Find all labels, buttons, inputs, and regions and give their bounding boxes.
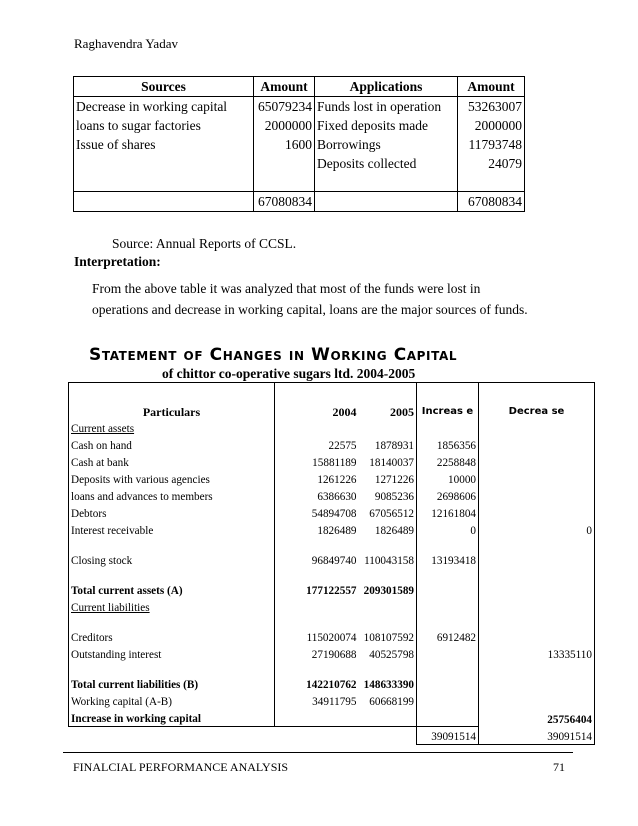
total-amount-sources: 67080834 [254, 192, 315, 212]
table-row [69, 598, 595, 615]
value-2005: 148633390 [363, 679, 414, 691]
row-label: Working capital (A-B) [69, 692, 275, 709]
statement-subtitle: of chittor co-operative sugars ltd. 2004-2005 [162, 366, 416, 381]
row-label: Outstanding interest [69, 645, 275, 662]
amount-cell [254, 154, 315, 173]
value-2005: 9085236 [374, 491, 414, 503]
value-increase: 2698606 [417, 487, 479, 504]
value-2005 [359, 727, 417, 745]
source-cell: loans to sugar factories [74, 116, 254, 135]
header-decrease: Decrea se [508, 406, 565, 417]
value-2004: 22575 [275, 436, 359, 453]
value-2005 [359, 598, 417, 615]
amount-cell: 11793748 [458, 135, 525, 154]
row-label [69, 419, 275, 436]
table-row [74, 154, 525, 173]
table-row [69, 521, 595, 538]
value-decrease [479, 692, 595, 709]
value-increase [417, 419, 479, 436]
page-number: 71 [553, 760, 565, 774]
source-cell: Issue of shares [74, 135, 254, 154]
value-2004: 1826489 [275, 521, 359, 538]
spacer-row [74, 173, 525, 192]
row-label: Interest receivable [69, 521, 275, 538]
row-label: Cash at bank [69, 453, 275, 470]
value-decrease [479, 504, 595, 521]
value-decrease [479, 538, 595, 568]
value-decrease [479, 662, 595, 692]
total-label-cell [74, 192, 254, 212]
table-row [69, 568, 595, 598]
value-2004: 96849740 [275, 538, 359, 568]
total-amount-applications: 67080834 [458, 192, 525, 212]
table-row [69, 645, 595, 662]
table-row [74, 97, 525, 117]
value-decrease: 0 [479, 521, 595, 538]
table-row [69, 615, 595, 645]
value-2004: 1261226 [275, 470, 359, 487]
row-label: Cash on hand [69, 436, 275, 453]
table-row [69, 727, 595, 745]
header-2004: 2004 [275, 383, 359, 420]
value-2004: 27190688 [275, 645, 359, 662]
value-increase [417, 662, 479, 692]
value-2004 [275, 419, 359, 436]
application-cell: Deposits collected [315, 154, 458, 173]
wc-header-row [69, 383, 595, 420]
table-row [69, 419, 595, 436]
table-row [69, 436, 595, 453]
value-2004 [275, 598, 359, 615]
value-increase: 39091514 [417, 727, 479, 745]
table-row [69, 692, 595, 709]
source-cell: Decrease in working capital [74, 97, 254, 117]
table-row [69, 538, 595, 568]
value-increase [417, 598, 479, 615]
value-increase: 2258848 [417, 453, 479, 470]
header-amount-2: Amount [458, 77, 525, 97]
value-2004: 54894708 [275, 504, 359, 521]
value-2005: 1826489 [374, 525, 414, 537]
value-2005: 18140037 [369, 457, 414, 469]
value-2005: 1271226 [374, 474, 414, 486]
value-decrease [479, 487, 595, 504]
value-2005: 108107592 [363, 632, 414, 644]
header-sources: Sources [74, 77, 254, 97]
table-row [69, 487, 595, 504]
value-2004: 15881189 [275, 453, 359, 470]
header-decrease-cell [479, 383, 595, 420]
value-2004 [275, 709, 359, 727]
amount-cell: 2000000 [458, 116, 525, 135]
value-2005: 60668199 [369, 696, 414, 708]
application-cell: Borrowings [315, 135, 458, 154]
total-label-cell [315, 192, 458, 212]
header-amount-1: Amount [254, 77, 315, 97]
value-2004: 6386630 [275, 487, 359, 504]
value-decrease [479, 470, 595, 487]
header-particulars: Particulars [69, 383, 275, 420]
header-increase-cell [417, 383, 479, 420]
row-label: Total current assets (A) [69, 568, 275, 598]
statement-title: Statement of Changes in Working Capital [89, 345, 458, 365]
footer-title: FINALCIAL PERFORMANCE ANALYSIS [73, 760, 289, 774]
value-decrease: 39091514 [479, 727, 595, 745]
interpretation-paragraph: From the above table it was analyzed that most of the funds were lost in operations and decrease in working capital, loans are the major sources of funds. [92, 281, 528, 317]
value-decrease [479, 615, 595, 645]
source-cell [74, 154, 254, 173]
value-2004: 142210762 [275, 662, 359, 692]
section-heading: Current assets [71, 423, 135, 435]
amount-cell: 53263007 [458, 97, 525, 117]
table-row [69, 470, 595, 487]
source-note: Source: Annual Reports of CCSL. [112, 236, 297, 251]
row-label: Deposits with various agencies [69, 470, 275, 487]
value-decrease [479, 598, 595, 615]
value-increase: 6912482 [417, 615, 479, 645]
header-increase: Increas e [421, 406, 474, 417]
row-label: Closing stock [69, 538, 275, 568]
row-label: Creditors [69, 615, 275, 645]
funds-flow-table [73, 76, 525, 212]
value-2005: 209301589 [363, 585, 414, 597]
interpretation-heading: Interpretation: [74, 254, 161, 269]
row-label: loans and advances to members [69, 487, 275, 504]
value-2005: 40525798 [369, 649, 414, 661]
value-increase [417, 568, 479, 598]
author-name: Raghavendra Yadav [74, 36, 178, 51]
value-2004: 177122557 [275, 568, 359, 598]
value-decrease: 25756404 [479, 709, 595, 727]
value-decrease [479, 419, 595, 436]
row-label [69, 727, 275, 745]
value-2005 [359, 709, 417, 727]
amount-cell: 1600 [254, 135, 315, 154]
value-2005: 67056512 [369, 508, 414, 520]
value-increase [417, 692, 479, 709]
section-heading: Current liabilities [71, 602, 150, 614]
table-row [69, 709, 595, 727]
value-increase: 0 [417, 521, 479, 538]
amount-cell: 2000000 [254, 116, 315, 135]
value-increase: 12161804 [417, 504, 479, 521]
value-increase [417, 709, 479, 727]
funds-header-row [74, 77, 525, 97]
table-row [69, 453, 595, 470]
value-increase: 10000 [417, 470, 479, 487]
value-2004 [275, 727, 359, 745]
value-decrease [479, 568, 595, 598]
application-cell: Funds lost in operation [315, 97, 458, 117]
value-2005: 110043158 [364, 555, 414, 567]
value-increase: 13193418 [417, 538, 479, 568]
header-2005: 2005 [359, 383, 417, 420]
row-label: Increase in working capital [69, 709, 275, 727]
table-row [74, 116, 525, 135]
footer-divider [63, 752, 573, 753]
value-2005 [359, 419, 417, 436]
value-decrease: 13335110 [479, 645, 595, 662]
table-row [69, 504, 595, 521]
table-row [69, 662, 595, 692]
totals-row [74, 192, 525, 212]
working-capital-table [68, 382, 595, 745]
table-row [74, 135, 525, 154]
value-decrease [479, 453, 595, 470]
value-2004: 34911795 [275, 692, 359, 709]
value-2004: 115020074 [275, 615, 359, 645]
value-2005: 1878931 [374, 440, 414, 452]
value-decrease [479, 436, 595, 453]
header-applications: Applications [315, 77, 458, 97]
value-increase: 1856356 [417, 436, 479, 453]
row-label: Debtors [69, 504, 275, 521]
row-label [69, 598, 275, 615]
amount-cell: 65079234 [254, 97, 315, 117]
application-cell: Fixed deposits made [315, 116, 458, 135]
row-label: Total current liabilities (B) [69, 662, 275, 692]
value-increase [417, 645, 479, 662]
amount-cell: 24079 [458, 154, 525, 173]
